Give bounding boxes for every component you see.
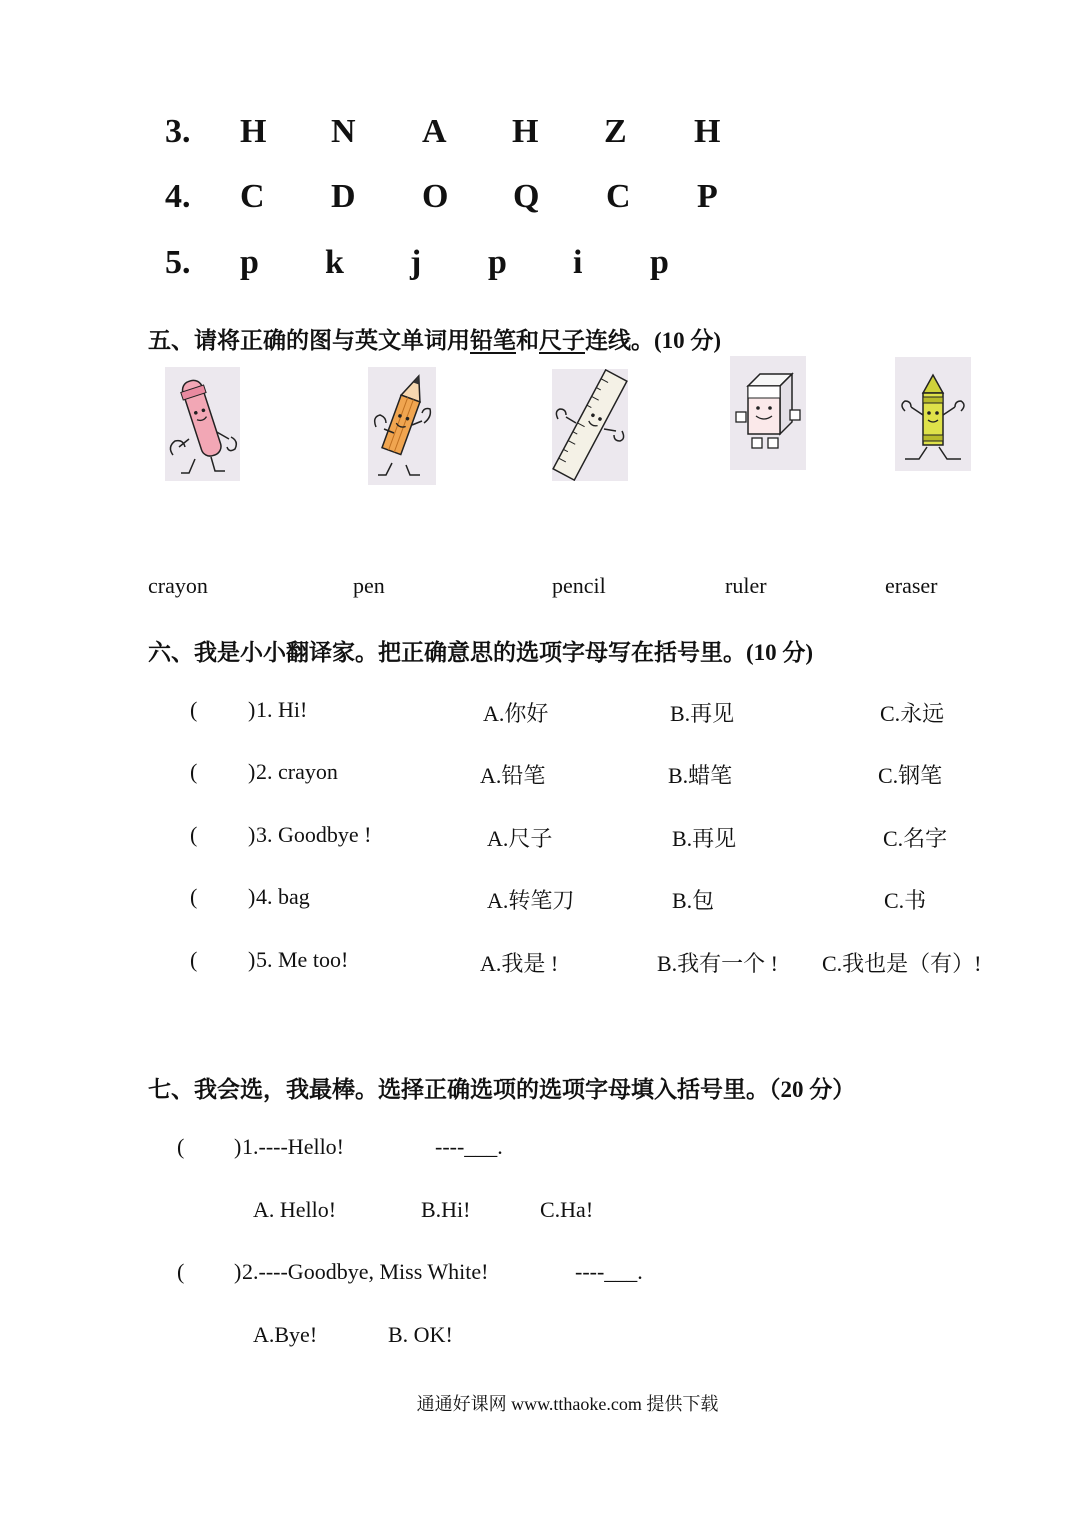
section-7-title: 七、我会选，我最棒。选择正确选项的选项字母填入括号里。（20 分） xyxy=(148,1077,856,1102)
option-c: C.钢笔 xyxy=(878,763,943,788)
letter: j xyxy=(410,244,422,281)
pencil-picture xyxy=(368,367,436,485)
letter: Q xyxy=(513,178,540,215)
question-prompt: 2.----Goodbye, Miss White! xyxy=(242,1259,489,1284)
answer-bracket-close: ) xyxy=(248,822,256,847)
row-number: 3. xyxy=(165,113,191,150)
letter: N xyxy=(331,113,356,150)
option-b: B.我有一个 ! xyxy=(657,951,779,976)
option-a: A.尺子 xyxy=(487,826,553,851)
letter-row-4 xyxy=(0,180,1075,220)
word-ruler: ruler xyxy=(725,573,767,598)
question-prompt: 3. Goodbye ! xyxy=(256,822,372,847)
letter: p xyxy=(650,244,669,281)
letter: C xyxy=(240,178,265,215)
letter: H xyxy=(512,113,539,150)
section-6-title: 六、我是小小翻译家。把正确意思的选项字母写在括号里。(10 分) xyxy=(148,640,814,665)
letter: H xyxy=(240,113,267,150)
eraser-picture xyxy=(730,356,806,470)
question-prompt: 1.----Hello! xyxy=(242,1134,345,1159)
ruler-picture xyxy=(552,369,628,481)
option-a: A.我是 ! xyxy=(480,951,559,976)
letter: p xyxy=(240,244,259,281)
option-c: C.Ha! xyxy=(540,1197,594,1222)
option-b: B.蜡笔 xyxy=(668,763,733,788)
crayon-picture xyxy=(895,357,971,471)
letter: A xyxy=(422,113,447,150)
answer-bracket-close: ) xyxy=(248,947,256,972)
option-b: B.再见 xyxy=(672,826,737,851)
option-c: C.我也是（有）! xyxy=(822,951,982,976)
option-c: C.名字 xyxy=(883,826,948,851)
pen-picture xyxy=(165,367,240,481)
letter: O xyxy=(422,178,449,215)
row-number: 5. xyxy=(165,244,191,281)
option-b: B.包 xyxy=(672,888,715,913)
option-b: B.Hi! xyxy=(421,1197,471,1222)
option-b: B.再见 xyxy=(670,701,735,726)
title-underlined-pencil: 铅笔 xyxy=(470,328,516,353)
answer-bracket-open: ( xyxy=(190,884,198,909)
letter: k xyxy=(325,244,344,281)
title-underlined-ruler: 尺子 xyxy=(539,328,585,353)
row-number: 4. xyxy=(165,178,191,215)
answer-bracket-open: ( xyxy=(190,759,198,784)
word-crayon: crayon xyxy=(148,573,208,598)
letter: P xyxy=(697,178,718,215)
answer-bracket-close: ) xyxy=(248,697,256,722)
answer-bracket-open: ( xyxy=(177,1134,185,1159)
reply-blank: ----___. xyxy=(575,1259,643,1284)
option-c: C.永远 xyxy=(880,701,945,726)
answer-bracket-open: ( xyxy=(177,1259,185,1284)
question-prompt: 2. crayon xyxy=(256,759,338,784)
question-prompt: 5. Me too! xyxy=(256,947,349,972)
option-b: B. OK! xyxy=(388,1322,453,1347)
answer-bracket-close: ) xyxy=(248,884,256,909)
question-prompt: 1. Hi! xyxy=(256,697,308,722)
answer-bracket-open: ( xyxy=(190,697,198,722)
title-text: 五、请将正确的图与英文单词用 xyxy=(148,328,470,353)
option-a: A. Hello! xyxy=(253,1197,337,1222)
title-text: 连线。(10 分) xyxy=(585,328,722,353)
option-a: A.转笔刀 xyxy=(487,888,575,913)
question-prompt: 4. bag xyxy=(256,884,310,909)
reply-blank: ----___. xyxy=(435,1134,503,1159)
option-c: C.书 xyxy=(884,888,927,913)
footer-source: 通通好课网 www.tthaoke.com 提供下载 xyxy=(416,1394,719,1414)
answer-bracket-close: ) xyxy=(234,1134,242,1159)
section-5-title xyxy=(148,322,721,355)
option-a: A.Bye! xyxy=(253,1322,318,1347)
letter: p xyxy=(488,244,507,281)
word-pencil: pencil xyxy=(552,573,606,598)
option-a: A.你好 xyxy=(483,701,549,726)
answer-bracket-close: ) xyxy=(248,759,256,784)
answer-bracket-open: ( xyxy=(190,947,198,972)
title-text: 和 xyxy=(516,328,539,353)
letter: i xyxy=(573,244,583,281)
letter: H xyxy=(694,113,721,150)
answer-bracket-close: ) xyxy=(234,1259,242,1284)
option-a: A.铅笔 xyxy=(480,763,546,788)
word-pen: pen xyxy=(353,573,385,598)
letter: Z xyxy=(604,113,627,150)
letter-row-3 xyxy=(0,115,1075,155)
word-eraser: eraser xyxy=(885,573,938,598)
letter: C xyxy=(606,178,631,215)
letter-row-5 xyxy=(0,246,1075,286)
letter: D xyxy=(331,178,356,215)
answer-bracket-open: ( xyxy=(190,822,198,847)
